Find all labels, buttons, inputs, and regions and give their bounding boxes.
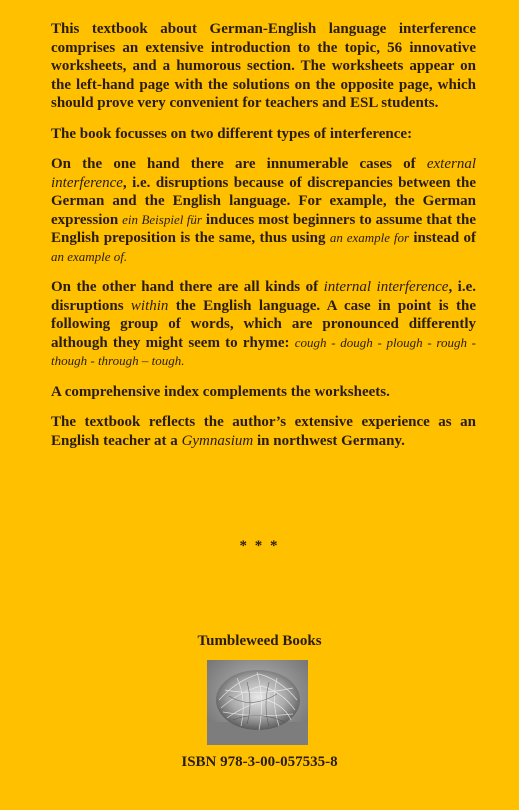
tumbleweed-photo (207, 660, 308, 745)
italic-term: ein Beispiel für (122, 211, 202, 227)
italic-term: an example of. (51, 248, 128, 264)
text-run: instead of (409, 230, 476, 246)
blurb-text (51, 20, 476, 462)
section-separator: * * * (239, 538, 280, 554)
isbn-number: ISBN 978-3-00-057535-8 (181, 754, 338, 770)
text-run: On the one hand there are innumerable cases of (51, 156, 427, 172)
text-run: in northwest Germany. (253, 432, 405, 449)
text-run: the English language. A case in point is the following group of words, which are pronounced differently although they might seem to rhyme: (51, 297, 476, 351)
paragraph-internal (51, 278, 476, 371)
paragraph-index: A comprehensive index complements the worksheets. (51, 383, 390, 400)
italic-term: external interference (51, 156, 476, 191)
text-run: , i.e. disruptions (51, 279, 476, 314)
text-run: , i.e. disruptions because of discrepancies between the German and the English language. For example, the German expression (51, 174, 476, 228)
paragraph-types: The book focusses on two different types of interference: (51, 125, 413, 142)
text-run: On the other hand there are all kinds of (51, 279, 324, 295)
paragraph-external (51, 155, 476, 266)
italic-term: Gymnasium (181, 432, 254, 449)
italic-term: internal interference (323, 279, 449, 295)
italic-term: within (130, 297, 169, 314)
paragraph-author (51, 413, 476, 450)
tumbleweed-photo-icon (207, 660, 308, 745)
paragraph-intro: This textbook about German-English language interference comprises an extensive introduction to the topic, 56 innovative worksheets, and a humorous section. The worksheets appear on the left-hand page with the solutions on the opposite page, which should prove very convenient for teachers and ESL students. (51, 21, 476, 111)
text-run: The textbook reflects the author’s extensive experience as an English teacher at a (51, 414, 476, 449)
publisher-name: Tumbleweed Books (197, 633, 322, 649)
italic-term: cough - dough - plough - rough - though - through – tough. (51, 334, 476, 368)
text-run: induces most beginners to assume that the English preposition is the same, thus using (51, 211, 476, 246)
italic-term: an example for (329, 230, 409, 245)
